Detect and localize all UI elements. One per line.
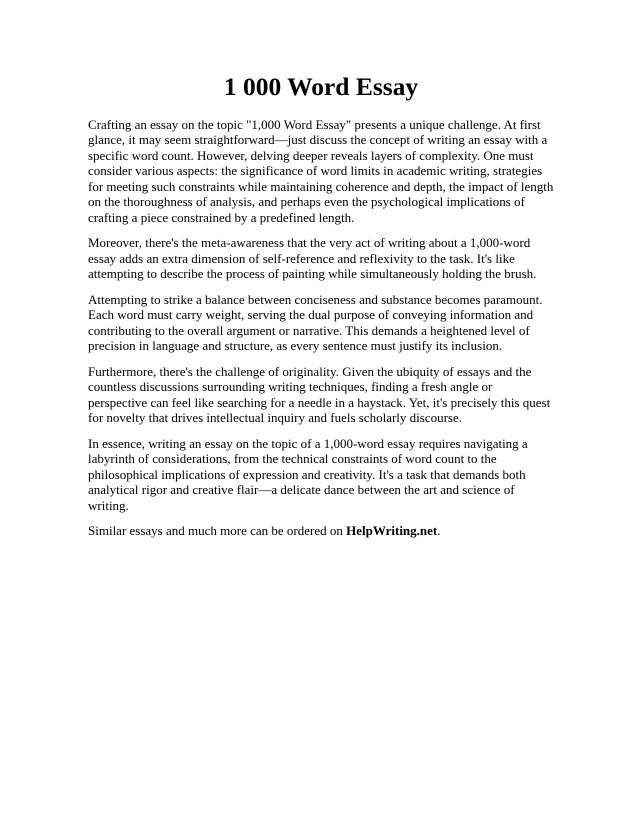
closing-paragraph bbox=[88, 523, 554, 539]
paragraph-3: Attempting to strike a balance between conciseness and substance becomes paramount. Each word must carry weight, serving the dual purpose of conveying information and contributing to the overall argument or narrative. This demands a heightened level of precision in language and structure, as every sentence must justify its inclusion. bbox=[88, 291, 543, 354]
paragraph-4: Furthermore, there's the challenge of originality. Given the ubiquity of essays and the countless discussions surrounding writing techniques, finding a fresh angle or perspective can feel like searching for a needle in a haystack. Yet, it's precisely this quest for novelty that drives intellectual inquiry and fuels scholarly discourse. bbox=[88, 363, 551, 426]
paragraph-1: Crafting an essay on the topic "1,000 Word Essay" presents a unique challenge. At first glance, it may seem straightforward—just discuss the concept of writing an essay with a specific word count. However, delving deeper reveals layers of complexity. One must consider various aspects: the significance of word limits in academic writing, strategies for meeting such constraints while maintaining coherence and depth, the impact of length on the thoroughness of analysis, and perhaps even the psychological implications of crafting a piece constrained by a predefined length. bbox=[88, 116, 554, 225]
helpwriting-link[interactable]: HelpWriting.net bbox=[346, 523, 438, 539]
closing-period: . bbox=[437, 523, 441, 539]
document-page bbox=[88, 72, 554, 549]
closing-text: Similar essays and much more can be ordered on bbox=[88, 523, 347, 539]
document-title: 1 000 Word Essay bbox=[223, 72, 419, 101]
paragraph-5: In essence, writing an essay on the topic of a 1,000-word essay requires navigating a labyrinth of considerations, from the technical constraints of word count to the philosophical implications of expression and creativity. It's a task that demands both analytical rigor and creative flair—a delicate dance between the art and science of writing. bbox=[88, 435, 528, 513]
paragraph-2: Moreover, there's the meta-awareness that the very act of writing about a 1,000-word essay adds an extra dimension of self-reference and reflexivity to the task. It's like attempting to describe the process of painting while simultaneously holding the brush. bbox=[88, 235, 537, 282]
